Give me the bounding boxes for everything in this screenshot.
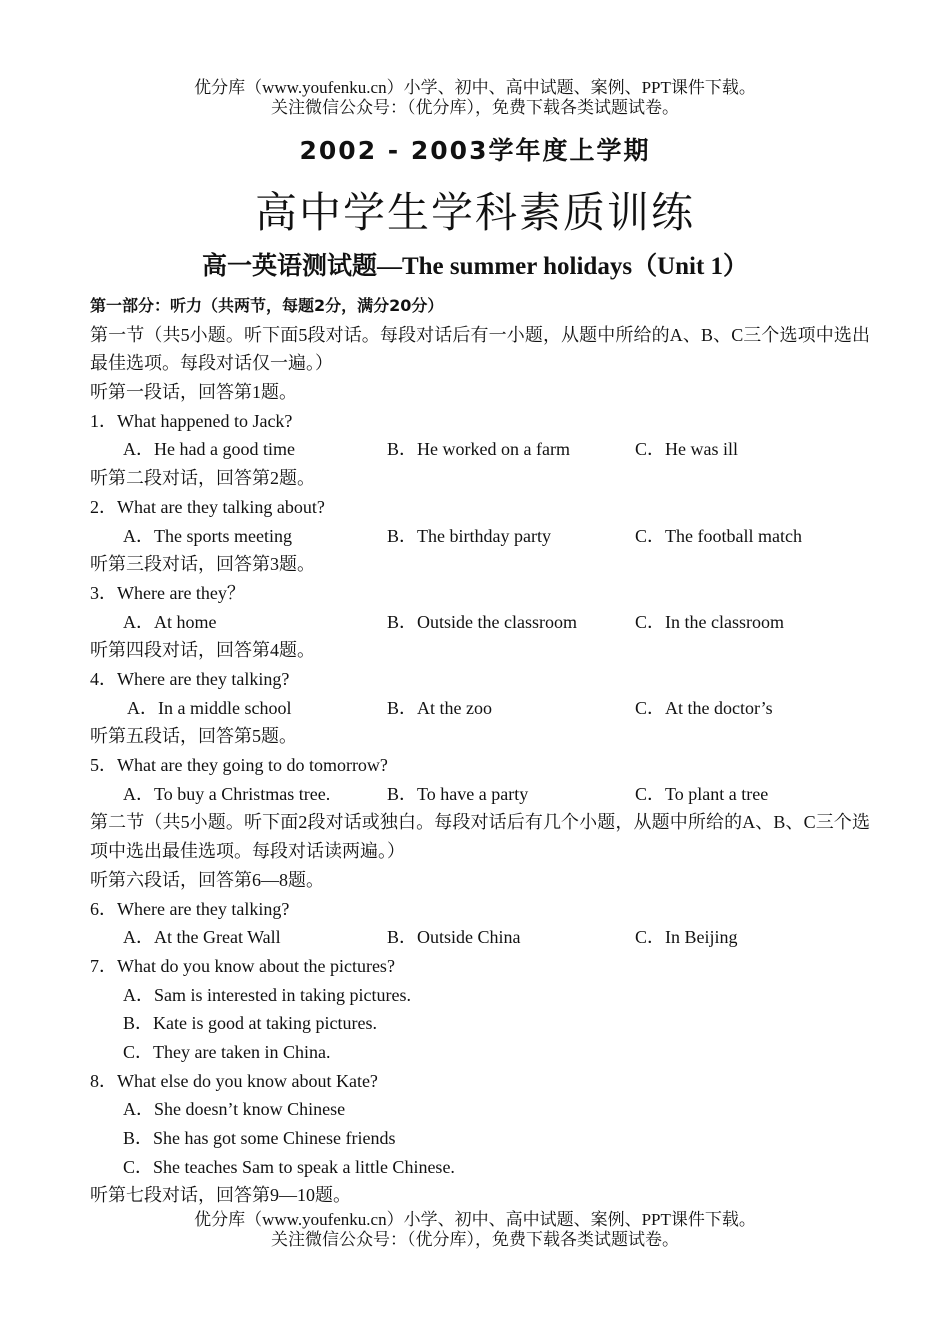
option-c: C．They are taken in China. — [123, 1041, 331, 1062]
option-c: C．He was ill — [635, 439, 738, 460]
question-4: 4．Where are they talking? — [90, 668, 290, 689]
question-7: 7．What do you know about the pictures? — [90, 955, 395, 976]
header-line-1: 优分库（www.youfenku.cn）小学、初中、高中试题、案例、PPT课件下载。 — [194, 78, 756, 97]
exam-content — [90, 292, 870, 1210]
options-1 — [90, 435, 870, 464]
question-1: 1．What happened to Jack? — [90, 410, 293, 431]
option-c: C．At the doctor’s — [635, 697, 773, 718]
options-3 — [90, 608, 870, 637]
option-b: B．Outside China — [387, 927, 521, 948]
header-line-2: 关注微信公众号：（优分库），免费下载各类试题试卷。 — [271, 98, 679, 117]
option-a: A．Sam is interested in taking pictures. — [123, 984, 411, 1005]
footer-line-2: 关注微信公众号：（优分库），免费下载各类试题试卷。 — [271, 1230, 679, 1249]
exam-subtitle: 高一英语测试题—The summer holidays（Unit 1） — [201, 253, 749, 280]
option-b: B．Outside the classroom — [387, 611, 577, 632]
section1-intro: 第一节（共5小题。听下面5段对话。每段对话后有一小题，从题中所给的A、B、C三个选项中选出最佳选项。每段对话仅一遍。） — [90, 324, 870, 374]
option-c: C．To plant a tree — [635, 783, 769, 804]
option-a: A．The sports meeting — [123, 525, 292, 546]
option-b: B．The birthday party — [387, 525, 551, 546]
watermark-header — [0, 78, 950, 118]
section2-intro: 第二节（共5小题。听下面2段对话或独白。每段对话后有几个小题，从题中所给的A、B、C三个选项中选出最佳选项。每段对话读两遍。） — [90, 812, 870, 862]
option-c: C．The football match — [635, 525, 802, 546]
question-6: 6．Where are they talking? — [90, 898, 290, 919]
option-a: A．He had a good time — [123, 439, 295, 460]
main-title: 高中学生学科素质训练 — [254, 188, 695, 237]
option-b: B．Kate is good at taking pictures. — [123, 1013, 377, 1034]
part1-heading: 第一部分：听力（共两节，每题2分，满分20分） — [90, 296, 444, 315]
option-b: B．At the zoo — [387, 697, 492, 718]
option-b: B．To have a party — [387, 783, 529, 804]
question-8: 8．What else do you know about Kate? — [90, 1070, 378, 1091]
question-5: 5．What are they going to do tomorrow? — [90, 755, 388, 776]
option-b: B．She has got some Chinese friends — [123, 1128, 396, 1148]
instruction: 听第一段话，回答第1题。 — [90, 382, 297, 403]
instruction: 听第六段话，回答第6—8题。 — [90, 869, 324, 890]
option-a: A．She doesn’t know Chinese — [123, 1099, 346, 1120]
option-a: A．To buy a Christmas tree. — [123, 783, 331, 804]
question-2: 2．What are they talking about? — [90, 496, 325, 517]
option-a: A．At home — [123, 611, 217, 632]
instruction: 听第五段话，回答第5题。 — [90, 726, 297, 747]
instruction: 听第四段对话，回答第4题。 — [90, 640, 315, 661]
watermark-footer — [0, 1210, 950, 1250]
instruction: 听第三段对话，回答第3题。 — [90, 554, 315, 575]
options-5 — [90, 780, 870, 809]
instruction: 听第二段对话，回答第2题。 — [90, 468, 315, 489]
question-3: 3．Where are they？ — [90, 582, 245, 603]
school-year-title: 2002 - 2003学年度上学期 — [299, 136, 651, 165]
options-4 — [90, 694, 870, 723]
instruction: 听第七段对话，回答第9—10题。 — [90, 1185, 351, 1206]
option-a: A．At the Great Wall — [123, 927, 281, 948]
option-b: B．He worked on a farm — [387, 439, 570, 460]
footer-line-1: 优分库（www.youfenku.cn）小学、初中、高中试题、案例、PPT课件下载。 — [194, 1210, 756, 1229]
option-c: C．She teaches Sam to speak a little Chinese. — [123, 1156, 455, 1177]
option-c: C．In the classroom — [635, 611, 784, 632]
option-c: C．In Beijing — [635, 927, 738, 948]
option-a: A．In a middle school — [127, 697, 292, 718]
options-2 — [90, 522, 870, 551]
options-6 — [90, 923, 870, 952]
